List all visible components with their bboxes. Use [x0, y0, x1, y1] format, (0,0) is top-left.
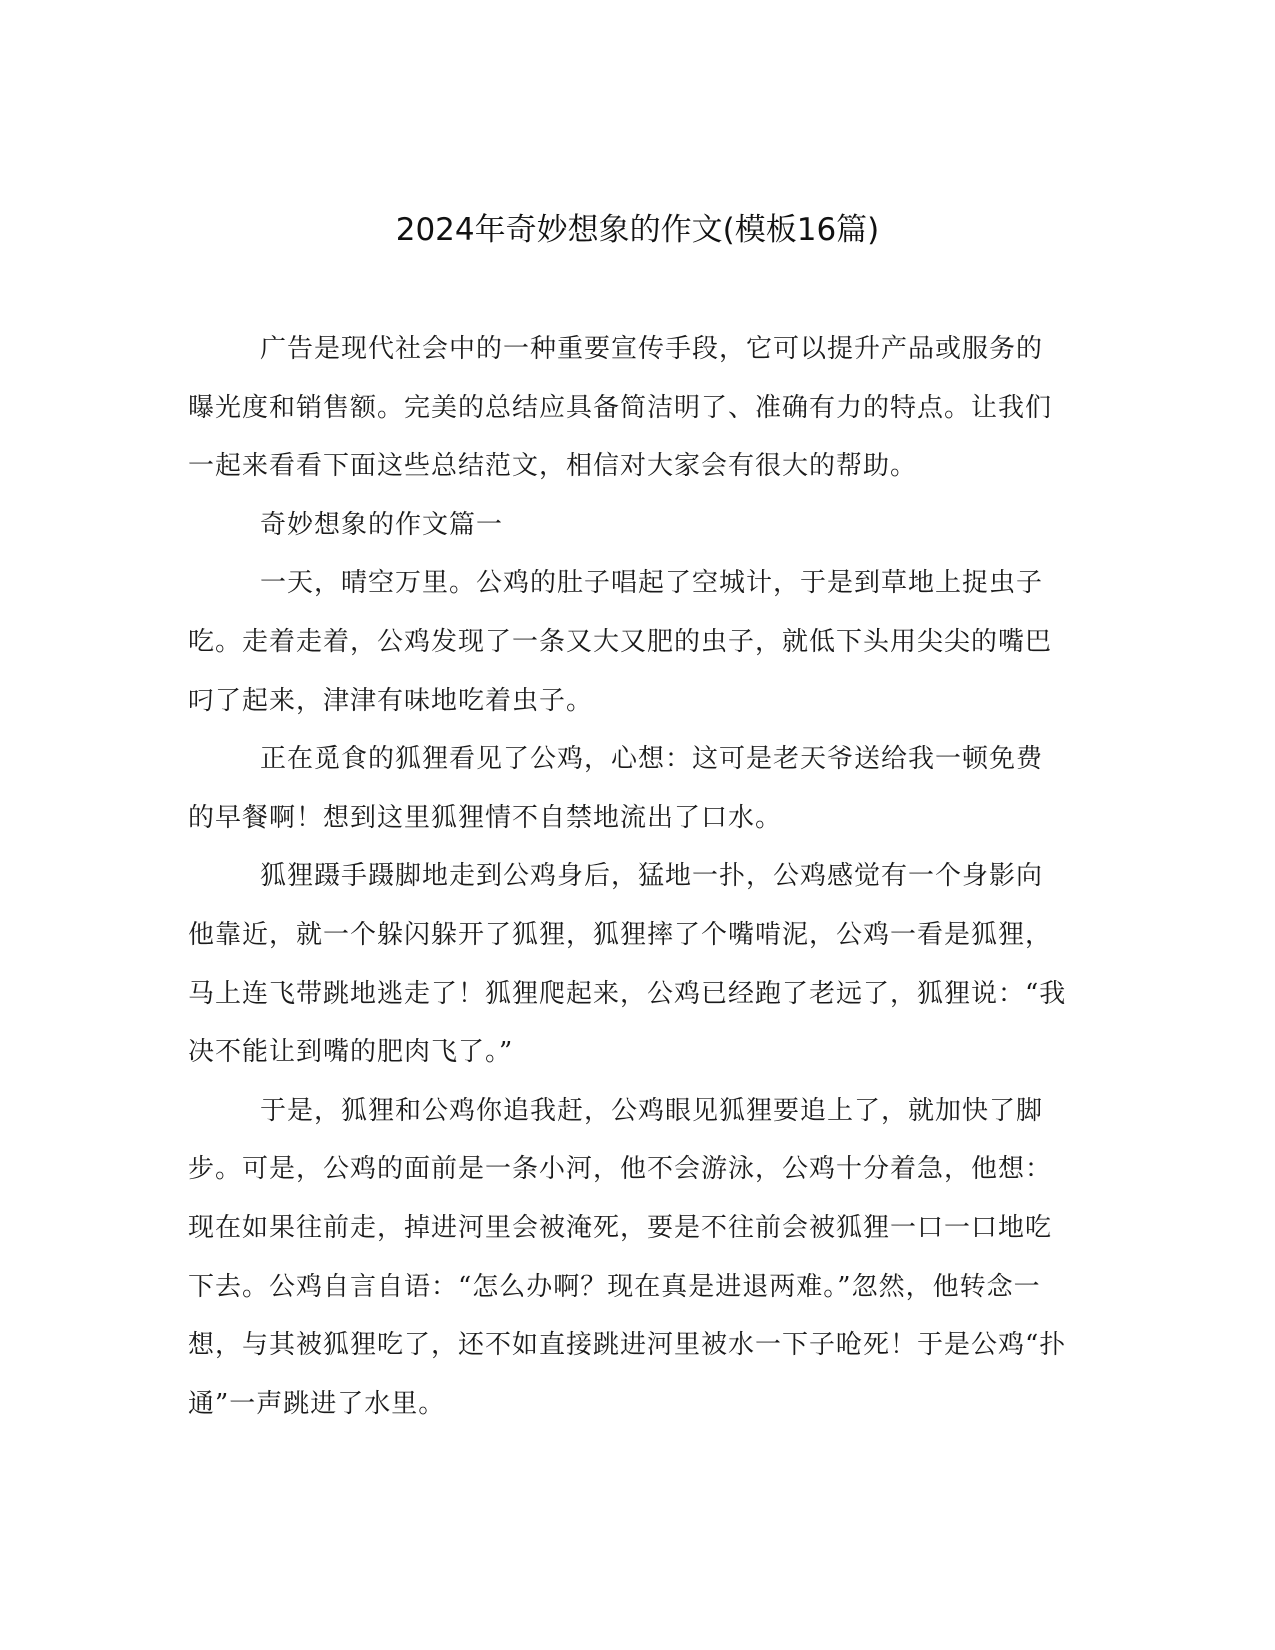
- paragraph: 一天，晴空万里。公鸡的肚子唱起了空城计，于是到草地上捉虫子吃。走着走着，公鸡发现了一条又大又肥的虫子，就低下头用尖尖的嘴巴叼了起来，津津有味地吃着虫子。: [188, 568, 1053, 716]
- document-body: [188, 320, 1068, 1433]
- paragraph: 正在觅食的狐狸看见了公鸡，心想：这可是老天爷送给我一顿免费的早餐啊！想到这里狐狸情不自禁地流出了口水。: [188, 744, 1044, 833]
- section-heading: 奇妙想象的作文篇一: [260, 509, 504, 540]
- paragraph: 狐狸蹑手蹑脚地走到公鸡身后，猛地一扑，公鸡感觉有一个身影向他靠近，就一个躲闪躲开了狐狸，狐狸摔了个嘴啃泥，公鸡一看是狐狸，马上连飞带跳地逃走了！狐狸爬起来，公鸡已经跑了老远了，狐狸说：“我决不能让到嘴的肥肉飞了。”: [188, 861, 1067, 1068]
- paragraph-intro: 广告是现代社会中的一种重要宣传手段，它可以提升产品或服务的曝光度和销售额。完美的总结应具备简洁明了、准确有力的特点。让我们一起来看看下面这些总结范文，相信对大家会有很大的帮助。: [188, 334, 1053, 482]
- document-title: 2024年奇妙想象的作文(模板16篇): [395, 212, 880, 248]
- paragraph: 于是，狐狸和公鸡你追我赶，公鸡眼见狐狸要追上了，就加快了脚步。可是，公鸡的面前是一条小河，他不会游泳，公鸡十分着急，他想：现在如果往前走，掉进河里会被淹死，要是不往前会被狐狸一口一口地吃下去。公鸡自言自语：“怎么办啊？现在真是进退两难。”忽然，他转念一想，与其被狐狸吃了，还不如直接跳进河里被水一下子呛死！于是公鸡“扑通”一声跳进了水里。: [188, 1095, 1067, 1419]
